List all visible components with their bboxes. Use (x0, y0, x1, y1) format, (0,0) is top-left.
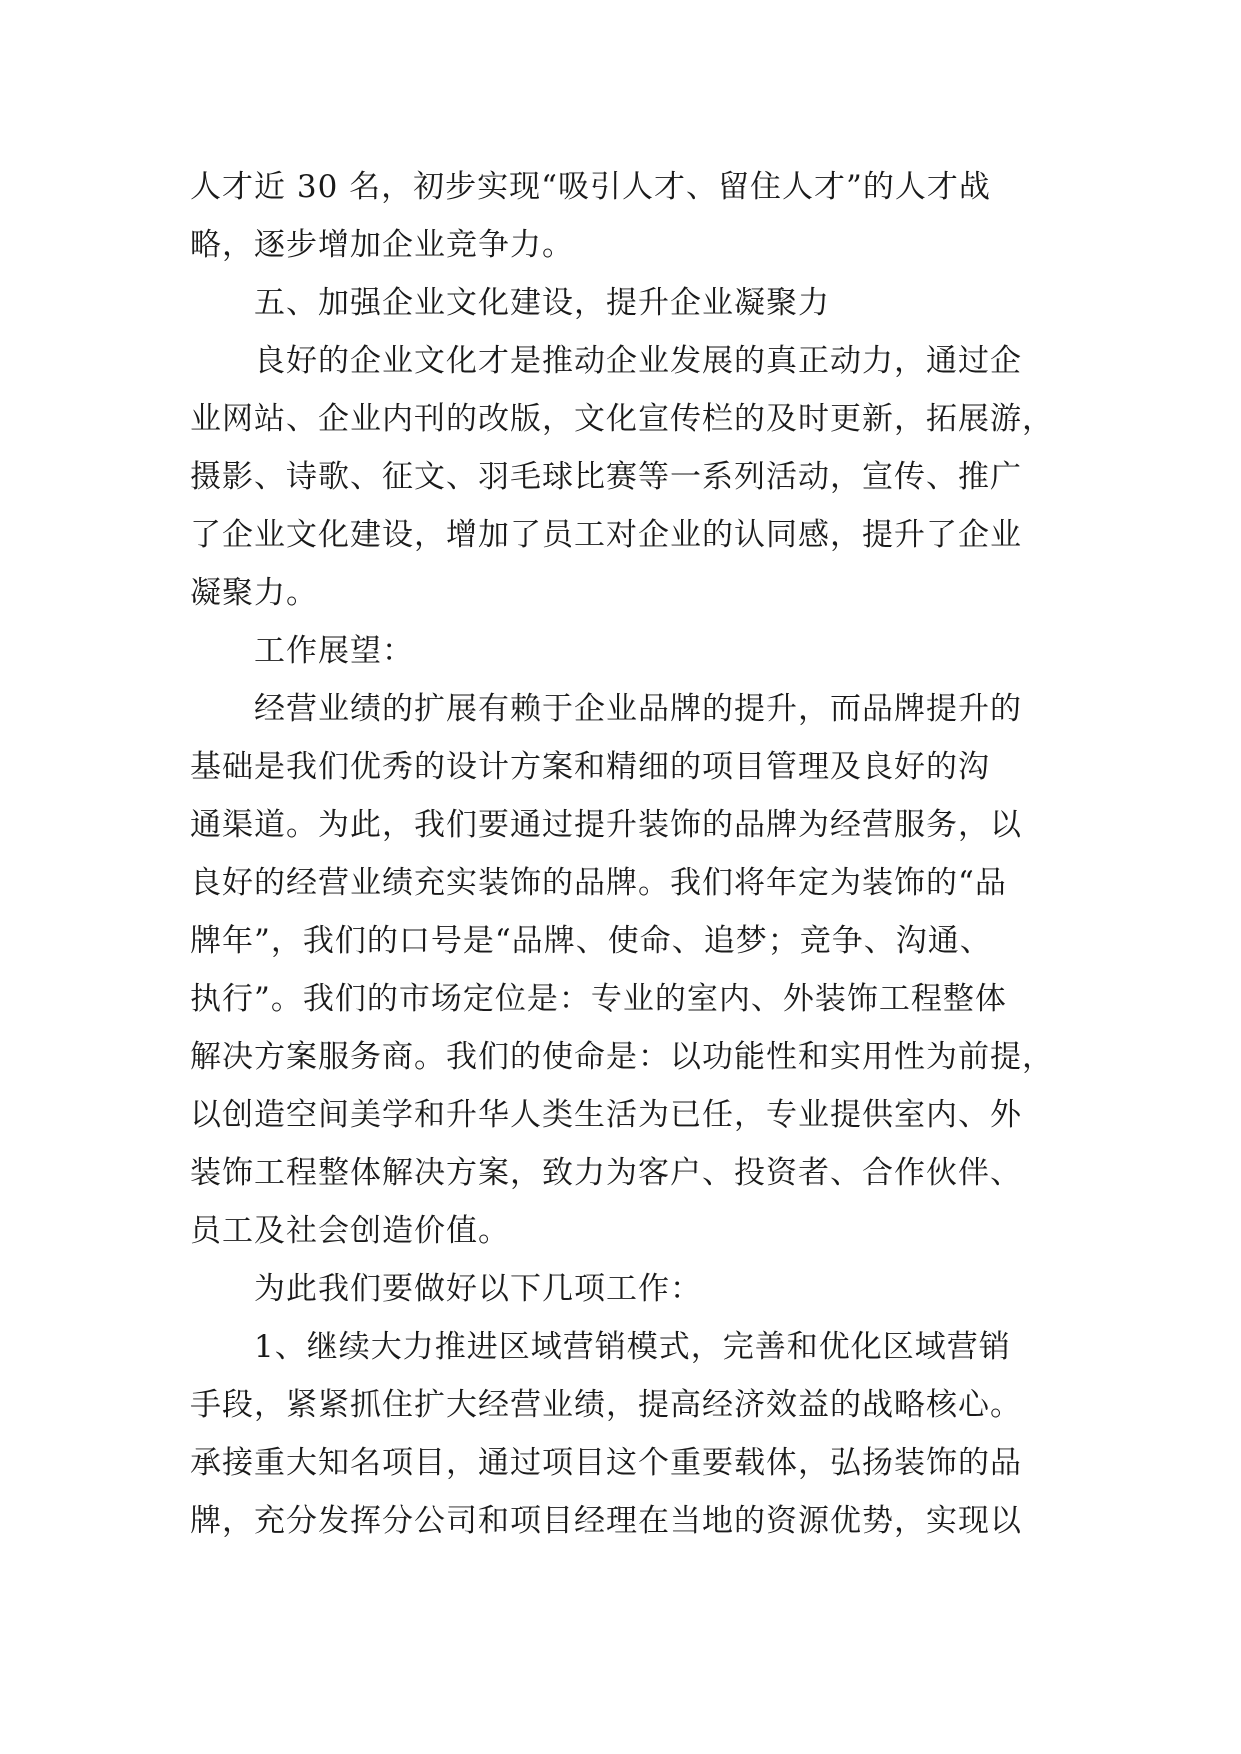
text-line: 凝聚力。 (190, 575, 318, 611)
text-line: 良好的经营业绩充实装饰的品牌。我们将年定为装饰的“品 (190, 865, 1007, 901)
section-heading: 工作展望： (254, 633, 414, 669)
text-line: 良好的企业文化才是推动企业发展的真正动力，通过企 (254, 343, 1022, 379)
text-line: 装饰工程整体解决方案，致力为客户、投资者、合作伙伴、 (190, 1155, 1022, 1191)
section-heading: 五、加强企业文化建设，提升企业凝聚力 (254, 285, 830, 321)
text-line: 略，逐步增加企业竞争力。 (190, 227, 574, 263)
text-line: 基础是我们优秀的设计方案和精细的项目管理及良好的沟 (190, 749, 990, 785)
text-line: 了企业文化建设，增加了员工对企业的认同感，提升了企业 (190, 517, 1022, 553)
list-item: 1、继续大力推进区域营销模式，完善和优化区域营销 (254, 1329, 1011, 1365)
text-line: 解决方案服务商。我们的使命是：以功能性和实用性为前提， (190, 1039, 1054, 1075)
text-line: 业网站、企业内刊的改版，文化宣传栏的及时更新，拓展游， (190, 401, 1054, 437)
text-line: 经营业绩的扩展有赖于企业品牌的提升，而品牌提升的 (254, 691, 1022, 727)
text-line: 承接重大知名项目，通过项目这个重要载体，弘扬装饰的品 (190, 1445, 1022, 1481)
text-line: 通渠道。为此，我们要通过提升装饰的品牌为经营服务，以 (190, 807, 1022, 843)
text-line: 牌，充分发挥分公司和项目经理在当地的资源优势，实现以 (190, 1503, 1022, 1539)
text-line: 手段，紧紧抓住扩大经营业绩，提高经济效益的战略核心。 (190, 1387, 1022, 1423)
text-line: 以创造空间美学和升华人类生活为已任，专业提供室内、外 (190, 1097, 1022, 1133)
text-line: 员工及社会创造价值。 (190, 1213, 510, 1249)
text-line: 执行”。我们的市场定位是：专业的室内、外装饰工程整体 (190, 981, 1007, 1017)
text-line: 牌年”，我们的口号是“品牌、使命、追梦；竞争、沟通、 (190, 923, 992, 959)
text-line: 人才近 30 名，初步实现“吸引人才、留住人才”的人才战 (190, 169, 991, 205)
document-body (190, 158, 1090, 1550)
section-heading: 为此我们要做好以下几项工作： (254, 1271, 702, 1307)
text-line: 摄影、诗歌、征文、羽毛球比赛等一系列活动，宣传、推广 (190, 459, 1022, 495)
